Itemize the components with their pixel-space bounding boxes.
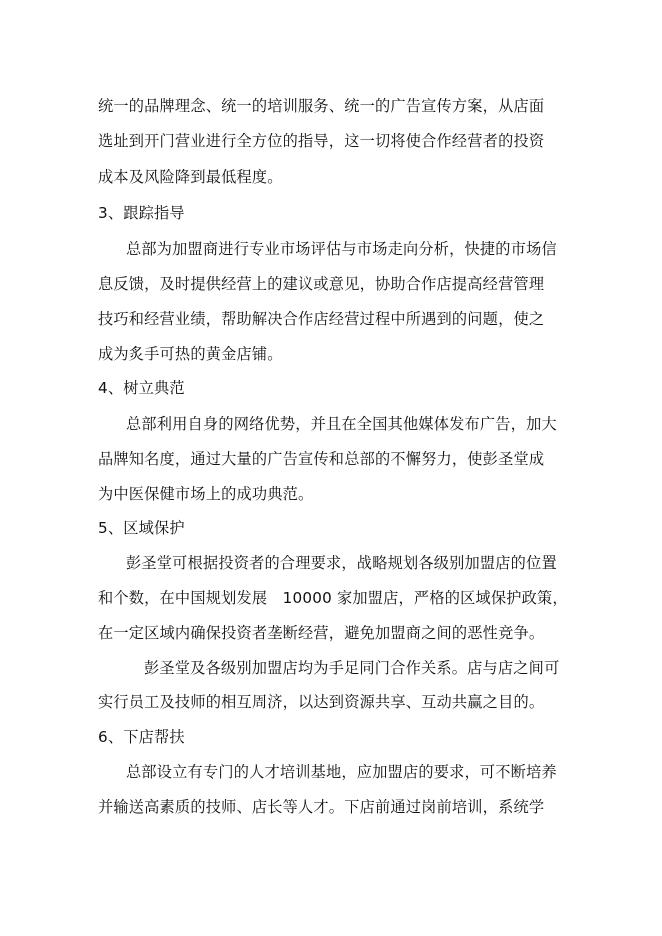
paragraph-line: 品牌知名度，通过大量的广告宣传和总部的不懈努力，使彭圣堂成 <box>98 450 545 468</box>
paragraph-line: 技巧和经营业绩，帮助解决合作店经营过程中所遇到的问题，使之 <box>98 310 545 328</box>
paragraph-line: 为中医保健市场上的成功典范。 <box>98 485 314 503</box>
paragraph-line: 总部为加盟商进行专业市场评估与市场走向分析，快捷的市场信 <box>126 240 557 258</box>
section-heading: 6、下店帮扶 <box>98 728 185 746</box>
paragraph-line: 并输送高素质的技师、店长等人才。下店前通过岗前培训，系统学 <box>98 798 545 816</box>
paragraph-line: 彭圣堂及各级别加盟店均为手足同门合作关系。店与店之间可 <box>144 659 560 677</box>
section-heading: 5、区域保护 <box>98 519 185 537</box>
paragraph-line: 彭圣堂可根据投资者的合理要求，战略规划各级别加盟店的位置 <box>126 554 557 572</box>
paragraph-line: 息反馈，及时提供经营上的建议或意见，协助合作店提高经营管理 <box>98 275 545 293</box>
paragraph-line: 成为炙手可热的黄金店铺。 <box>98 345 283 363</box>
paragraph-line: 实行员工及技师的相互周济，以达到资源共享、互动共赢之目的。 <box>98 693 545 711</box>
section-heading: 4、树立典范 <box>98 379 185 397</box>
section-heading: 3、跟踪指导 <box>98 204 185 222</box>
paragraph-line: 总部设立有专门的人才培训基地，应加盟店的要求，可不断培养 <box>126 763 557 781</box>
paragraph-line: 选址到开门营业进行全方位的指导，这一切将使合作经营者的投资 <box>98 132 545 150</box>
paragraph-line: 统一的品牌理念、统一的培训服务、统一的广告宣传方案，从店面 <box>98 97 545 115</box>
paragraph-line: 在一定区域内确保投资者垄断经营，避免加盟商之间的恶性竞争。 <box>98 624 545 642</box>
paragraph-line: 和个数，在中国规划发展 10000 家加盟店，严格的区域保护政策， <box>98 589 568 607</box>
paragraph-line: 成本及风险降到最低程度。 <box>98 168 283 186</box>
paragraph-line: 总部利用自身的网络优势，并且在全国其他媒体发布广告，加大 <box>126 415 557 433</box>
